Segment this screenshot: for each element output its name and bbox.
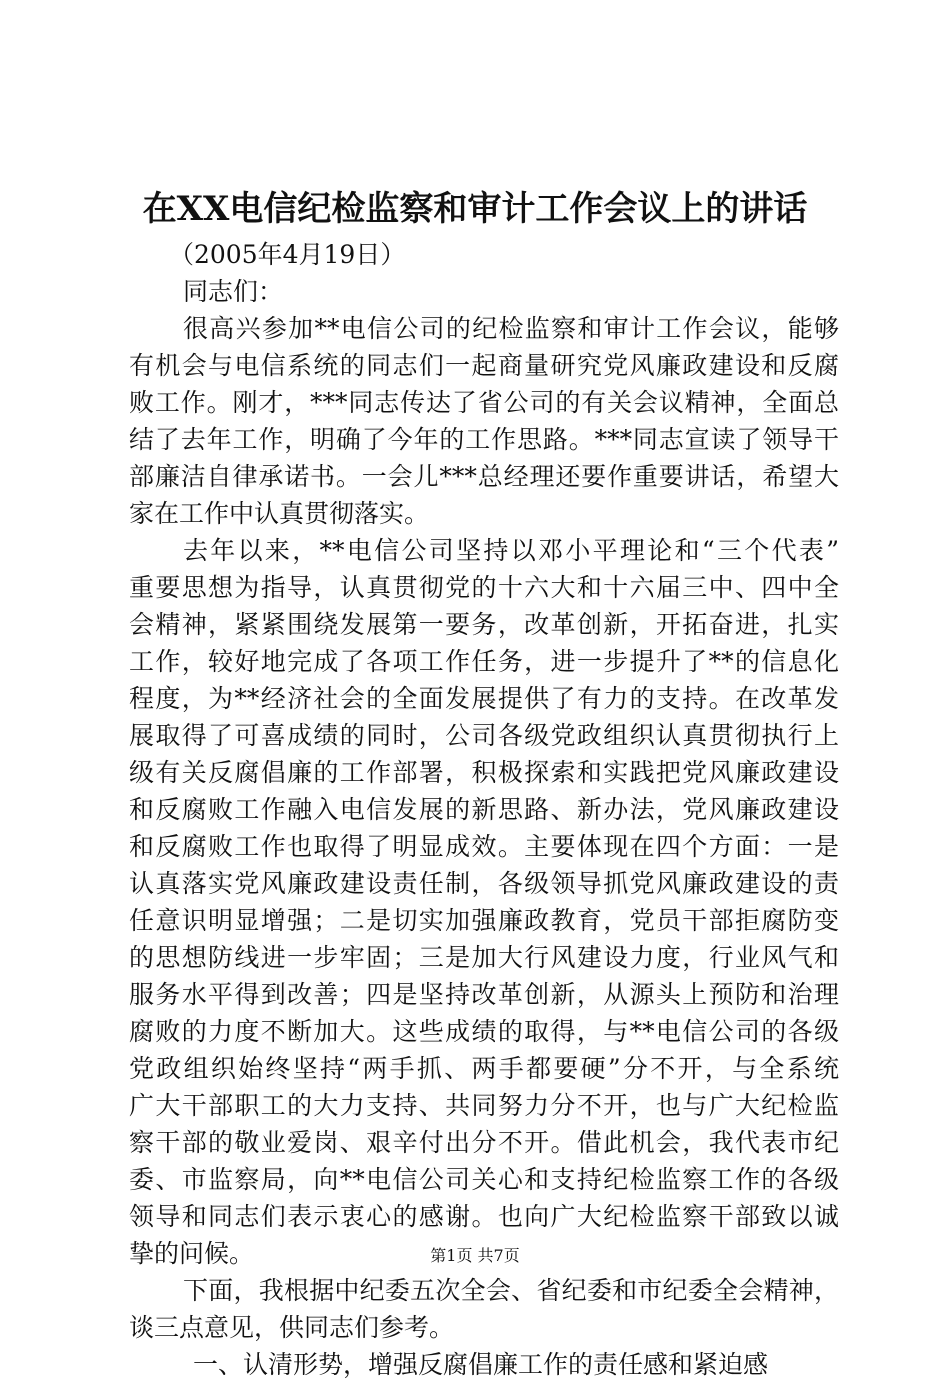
- paragraph-line: 挚的问候。: [129, 1239, 255, 1268]
- paragraph-line: 领导和同志们表示衷心的感谢。也向广大纪检监察干部致以诚: [129, 1202, 839, 1231]
- paragraph-line: 和反腐败工作融入电信发展的新思路、新办法，党风廉政建设: [129, 795, 839, 824]
- paragraph-line: 会精神，紧紧围绕发展第一要务，改革创新，开拓奋进，扎实: [129, 610, 839, 639]
- section-heading: 一、认清形势，增强反腐倡廉工作的责任感和紧迫感: [193, 1350, 769, 1379]
- paragraph-line: 结了去年工作，明确了今年的工作思路。***同志宣读了领导干: [129, 425, 839, 454]
- paragraph-line: 任意识明显增强；二是切实加强廉政教育，党员干部拒腐防变: [129, 906, 839, 935]
- paragraph-line: 败工作。刚才，***同志传达了省公司的有关会议精神，全面总: [129, 388, 839, 417]
- paragraph-line: 展取得了可喜成绩的同时，公司各级党政组织认真贯彻执行上: [129, 721, 839, 750]
- paragraph-line: 部廉洁自律承诺书。一会儿***总经理还要作重要讲话，希望大: [129, 462, 839, 491]
- paragraph-line: 工作，较好地完成了各项工作任务，进一步提升了**的信息化: [129, 647, 839, 676]
- date-line: （2005年4月19日）: [169, 240, 406, 269]
- paragraph-line: 谈三点意见，供同志们参考。: [129, 1313, 455, 1342]
- paragraph-line: 的思想防线进一步牢固；三是加大行风建设力度，行业风气和: [129, 943, 839, 972]
- salutation: 同志们：: [183, 277, 284, 306]
- paragraph-line: 广大干部职工的大力支持、共同努力分不开，也与广大纪检监: [129, 1091, 839, 1120]
- paragraph-line: 委、市监察局，向**电信公司关心和支持纪检监察工作的各级: [129, 1165, 839, 1194]
- paragraph-line: 级有关反腐倡廉的工作部署，积极探索和实践把党风廉政建设: [129, 758, 839, 787]
- paragraph-line: 服务水平得到改善；四是坚持改革创新，从源头上预防和治理: [129, 980, 839, 1009]
- paragraph-line: 下面，我根据中纪委五次全会、省纪委和市纪委全会精神，: [183, 1276, 839, 1305]
- paragraph-line: 去年以来，**电信公司坚持以邓小平理论和“三个代表”: [183, 536, 839, 565]
- paragraph-line: 重要思想为指导，认真贯彻党的十六大和十六届三中、四中全: [129, 573, 839, 602]
- paragraph-line: 党政组织始终坚持“两手抓、两手都要硬”分不开，与全系统: [129, 1054, 839, 1083]
- page-number: 第1页 共7页: [430, 1246, 520, 1265]
- paragraph-line: 认真落实党风廉政建设责任制，各级领导抓党风廉政建设的责: [129, 869, 839, 898]
- paragraph-line: 腐败的力度不断加大。这些成绩的取得，与**电信公司的各级: [129, 1017, 839, 1046]
- document-title: 在XX电信纪检监察和审计工作会议上的讲话: [142, 189, 808, 229]
- paragraph-line: 察干部的敬业爱岗、艰辛付出分不开。借此机会，我代表市纪: [129, 1128, 839, 1157]
- paragraph-line: 和反腐败工作也取得了明显成效。主要体现在四个方面：一是: [129, 832, 839, 861]
- document-body: [129, 236, 839, 1383]
- paragraph-line: 很高兴参加**电信公司的纪检监察和审计工作会议，能够: [183, 314, 839, 343]
- paragraph-line: 家在工作中认真贯彻落实。: [129, 499, 430, 528]
- paragraph-line: 有机会与电信系统的同志们一起商量研究党风廉政建设和反腐: [129, 351, 839, 380]
- paragraph-line: 程度，为**经济社会的全面发展提供了有力的支持。在改革发: [129, 684, 839, 713]
